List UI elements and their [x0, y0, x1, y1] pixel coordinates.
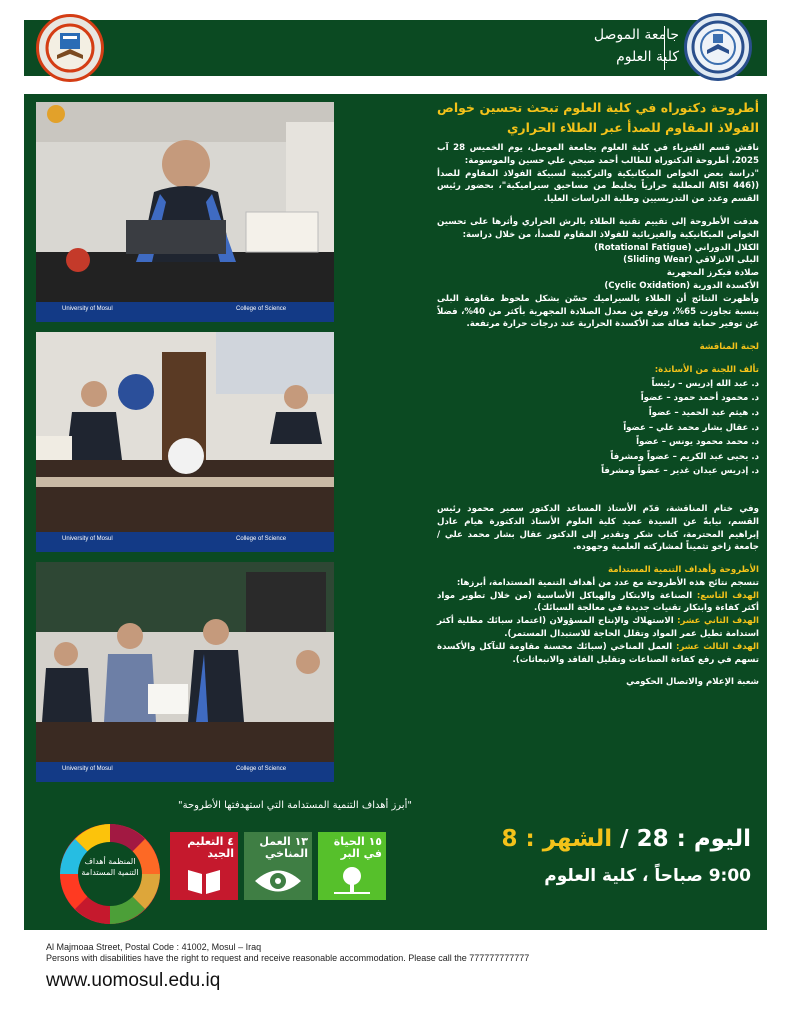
- sdg-box-label: ١٣ العمل المناخي: [259, 835, 308, 860]
- candidate-photo-icon: [36, 102, 334, 322]
- article-title: أطروحة دكتوراه في كلية العلوم تبحث تحسين خواص الفولاذ المقاوم للصدأ عبر الطلاء الحراري: [437, 100, 759, 135]
- article-thesis: "دراسة بعض الخواص الميكانيكية والتركيبية لسبيكة الفولاذ المقاوم للصدأ ((AISI 446 المطلية حرارياً بخليط من مساحيق سيراميكية"، بحضور رئيس القسم وعدد من التدريسيين وطلبة الدراسات العليا.: [437, 168, 759, 205]
- photo-caption-band: [36, 762, 334, 782]
- committee-member: د. عبد الله إدريس – رئيساً: [651, 378, 759, 389]
- committee-member: د. محمود أحمد حمود – عضواً: [640, 393, 759, 404]
- header-titles: [594, 24, 679, 68]
- committee-intro: تألف اللجنة من الأساتذة:: [654, 364, 759, 375]
- sdg-goal-15-box: [318, 832, 386, 900]
- goal-label: الهدف الثالث عشر:: [676, 641, 759, 652]
- goal-text: الاستهلاك والإنتاج المسؤولان (اعتماد سبائك مطلية أكثر استدامة تطيل عمر المواد وتقلل الحاجة للاستبدال المستمر).: [437, 616, 759, 640]
- sdg-goal-4-box: [170, 832, 238, 900]
- committee-member: د. يحيى عبد الكريم – عضواً ومشرفاً: [610, 451, 759, 462]
- band-left-label: University of Mosul: [62, 306, 113, 312]
- goal-label: الهدف التاسع:: [696, 590, 759, 601]
- committee-member: د. عقال بشار محمد علي – عضواً: [623, 422, 759, 433]
- event-time-place: 9:00 صباحاً ، كلية العلوم: [544, 866, 751, 886]
- book-icon: [184, 866, 224, 896]
- award-photo-icon: [36, 562, 334, 782]
- college-logo: [36, 14, 104, 82]
- sdg-box-label: ١٥ الحياة في البر: [333, 835, 382, 860]
- month-label: الشهر :: [525, 826, 613, 852]
- tree-icon: [330, 866, 374, 896]
- study-item: الكلال الدوراني (Rotational Fatigue): [594, 242, 759, 253]
- article: [437, 98, 759, 689]
- article-signature: شعبة الإعلام والاتصال الحكومي: [626, 677, 759, 688]
- band-left-label: University of Mosul: [62, 536, 113, 542]
- eye-icon: [253, 866, 303, 896]
- sdg-goal-12: [437, 615, 759, 641]
- photo-caption-band: [36, 302, 334, 322]
- study-item: الأكسدة الدورية (Cyclic Oxidation): [604, 280, 759, 291]
- photo-candidate: [36, 102, 334, 322]
- university-name: جامعة الموصل: [593, 27, 679, 43]
- sdg-goal-9: [437, 590, 759, 616]
- month-value: 8: [501, 826, 518, 852]
- footer-info: [46, 942, 529, 964]
- study-item: البلى الانزلاقي (Sliding Wear): [623, 255, 759, 266]
- band-right-label: College of Science: [236, 536, 287, 542]
- committee-member: د. هيثم عبد الحميد – عضواً: [648, 407, 759, 418]
- band-right-label: College of Science: [236, 766, 287, 772]
- article-closing: وفي ختام المناقشة، قدّم الأستاذ المساعد الدكتور سمير محمود رئيس القسم، نيابةً عن السيدة عميد كلية العلوم الأستاذ الدكتورة هيام عادل إبراهيم المحترمة، كتاب شكر وتقدير إلى الدكتور عقال بشار محمد علي / جامعة زاخو تثميناً لمشاركته العلمية وجهوده.: [437, 503, 759, 553]
- college-emblem-icon: [45, 23, 95, 73]
- article-results: وأظهرت النتائج أن الطلاء بالسيراميك حسّن بشكل ملحوظ مقاومة البلى بنسبة تجاوزت 65%، ورفع من معدل الصلادة المجهرية بأكثر من 40%، فضلاً عن توفير حماية فعالة ضد الأكسدة الحرارية عند درجات حرارة مرتفعة.: [437, 293, 759, 330]
- committee-member: د. إدريس عيدان غدير – عضواً ومشرفاً: [601, 466, 759, 477]
- sdg-heading: الأطروحة وأهداف التنمية المستدامة: [608, 565, 759, 576]
- committee-heading: لجنة المناقشة: [699, 342, 759, 353]
- band-left-label: University of Mosul: [62, 766, 113, 772]
- sdg-box-label: ٤ التعليم الجيد: [187, 835, 234, 860]
- study-item: صلادة فيكرز المجهرية: [666, 268, 759, 279]
- committee-photo-icon: [36, 332, 334, 552]
- day-value: 28: [636, 826, 669, 852]
- article-aim: هدفت الأطروحة إلى تقييم تقنية الطلاء بالرش الحراري وأثرها على تحسين الخواص الميكانيكية والفيزيائية للفولاذ المقاوم للصدأ، من خلال دراسة:: [437, 216, 759, 240]
- sdg-goal-13: [437, 641, 759, 667]
- photo-caption-band: [36, 532, 334, 552]
- goal-text: العمل المناخي (سبائك محسنة مقاومة للتآكل والأكسدة تسهم في رفع كفاءة الصناعات وتقليل الفاقد والانبعاثات).: [437, 641, 759, 665]
- sdg-intro: تنسجم نتائج هذه الأطروحة مع عدد من أهداف التنمية المستدامة، أبرزها:: [456, 577, 759, 588]
- photo-award: [36, 562, 334, 782]
- college-name: كلية العلوم: [616, 49, 679, 65]
- article-intro: ناقش قسم الفيزياء في كلية العلوم بجامعة الموصل، يوم الخميس 28 آب 2025، أطروحة الدكتوراه للطالب أحمد صبحي علي حسين والموسومة:: [437, 143, 760, 166]
- university-emblem-icon: [691, 20, 745, 74]
- website-link[interactable]: www.uomosul.edu.iq: [46, 970, 221, 991]
- goal-label: الهدف الثاني عشر:: [677, 616, 759, 627]
- footer-address: Al Majmoaa Street, Postal Code : 41002, Mosul – Iraq: [46, 942, 262, 952]
- photo-committee: [36, 332, 334, 552]
- event-date: اليوم : 28 / الشهر : 8: [501, 826, 751, 852]
- sdg-quote: "أبرز أهداف التنمية المستدامة التي استهدفتها الأطروحة": [178, 800, 412, 811]
- day-label: اليوم :: [676, 826, 751, 852]
- committee-member: د. محمد محمود يونس – عضواً: [636, 437, 759, 448]
- university-logo: [684, 13, 752, 81]
- goal-text: الصناعة والابتكار والهياكل الأساسية (من خلال تطوير مواد أكثر كفاءة وابتكار تقنيات جديدة في معالجة السبائك).: [437, 590, 759, 614]
- sdg-wheel-label: المنظمة أهداف التنمية المستدامة: [81, 857, 139, 877]
- footer-accessibility: Persons with disabilities have the right to request and receive reasonable accommodation. Please call the 777777777777: [46, 953, 530, 963]
- sdg-goal-13-box: [244, 832, 312, 900]
- band-right-label: College of Science: [236, 306, 287, 312]
